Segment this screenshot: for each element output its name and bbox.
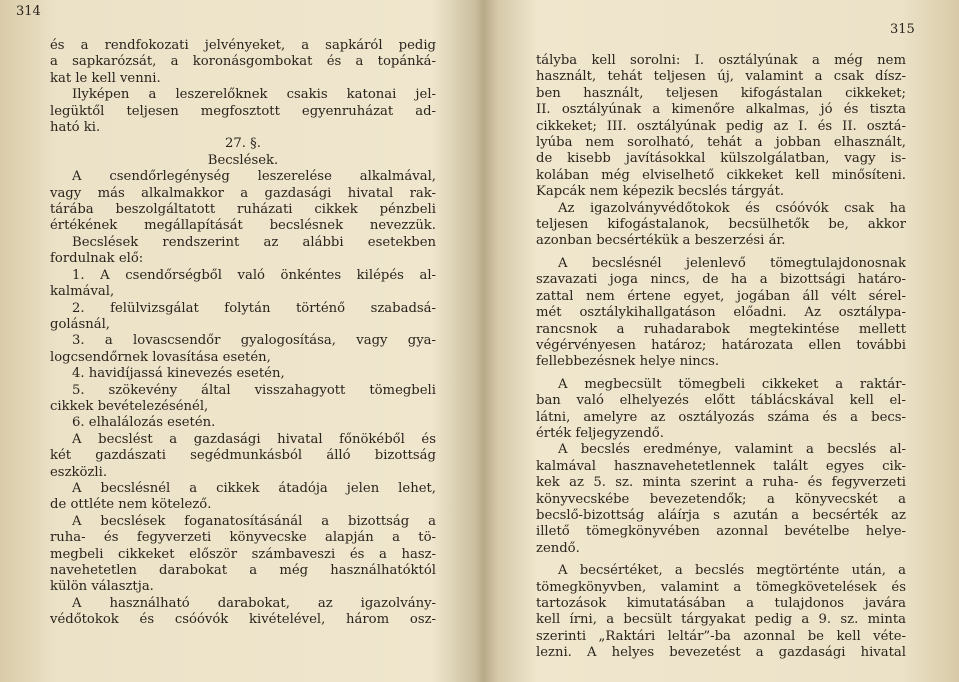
text-line: eszközli.	[50, 464, 108, 480]
text-line: zendő.	[536, 540, 580, 556]
text-line: tárába beszolgáltatott ruházati cikkek pénzbeli	[50, 202, 436, 218]
text-line: kat le kell venni.	[50, 70, 161, 86]
text-line: lyúba nem sorolható, tehát a jobban elhasznált,	[536, 135, 906, 151]
text-line: Becslések.	[207, 152, 279, 168]
text-line: 6. elhalálozás esetén.	[72, 415, 216, 431]
text-line: szerinti „Raktári leltár”-ba azonnal be kell véte-	[536, 628, 906, 644]
text-line: A becslést a gazdasági hivatal főnökéből és	[72, 431, 436, 447]
text-line: kalmával hasznavehetetlennek talált egyes cik-	[536, 458, 906, 474]
text-line: mét osztálykihallgatáson előadni. Az osztálypa-	[536, 305, 906, 321]
text-line: A becslésnél a cikkek átadója jelen lehet,	[72, 480, 436, 496]
text-line: Becslések rendszerint az alábbi esetekben	[72, 234, 436, 250]
text-line: látni, amelyre az osztályozás száma és a becs-	[536, 409, 906, 425]
text-line: de ottléte nem kötelező.	[50, 497, 212, 513]
text-line: A használható darabokat, az igazolvány-	[72, 595, 436, 611]
text-line: végérvényesen határoz; határozata ellen további	[536, 337, 906, 353]
text-line: 3. a lovascsendőr gyalogosítása, vagy gya-	[72, 333, 436, 349]
text-line: 4. havidíjassá kinevezés esetén,	[72, 366, 285, 382]
text-line: két gazdászati segédmunkásból álló bizottság	[50, 448, 436, 464]
text-line: ruha- és fegyverzeti könyvecske alapján a tö-	[50, 530, 436, 546]
text-line: de kisebb javításokkal külszolgálatban, vagy is-	[536, 151, 906, 167]
left-page-number: 314	[16, 4, 41, 19]
text-line: zattal nem értene egyet, jogában áll vélt sérel-	[536, 288, 906, 304]
text-line: védőtokok és csóóvók kivételével, három osz-	[50, 612, 436, 628]
text-line: kell írni, a becsült tárgyakat pedig a 9. sz. minta	[536, 612, 906, 628]
text-line: megbeli cikkeket először számbaveszi és a hasz-	[50, 546, 436, 562]
text-line: Ilyképen a leszerelőknek csakis katonai jel-	[72, 87, 436, 103]
text-line: golásnál,	[50, 316, 110, 332]
text-line: becslő-bizottság aláírja s azután a becsérték az	[536, 507, 906, 523]
text-line: fordulnak elő:	[50, 251, 144, 267]
text-line: könyvecskébe bevezetendők; a könyvecskét a	[536, 491, 906, 507]
text-line: kek az 5. sz. minta szerint a ruha- és fegyverzeti	[536, 475, 906, 491]
right-page-number: 315	[890, 22, 915, 37]
text-line: 2. felülvizsgálat folytán történő szabadsá-	[72, 300, 436, 316]
text-line: Az igazolványvédőtokok és csóóvók csak ha	[558, 200, 906, 216]
right-page	[486, 0, 959, 682]
text-line: vagy más alkalmakkor a gazdasági hivatal rak-	[50, 185, 436, 201]
text-line: rancsnok a ruhadarabok megtekintése mellett	[536, 321, 906, 337]
text-line: A megbecsült tömegbeli cikkeket a raktár-	[558, 376, 906, 392]
text-line: navehetetlen darabokat a még használhatóktól	[50, 563, 436, 578]
text-line: értékének megállapítását becslésnek nevezzük.	[50, 218, 436, 234]
text-line: tályba kell sorolni: I. osztályúnak a még nem	[536, 53, 906, 68]
text-line: logcsendőrnek lovasítása esetén,	[50, 349, 271, 365]
text-line: A becslések foganatosításánál a bizottság a	[72, 513, 436, 529]
text-line: lezni. A helyes bevezetést a gazdasági hivatal	[536, 645, 906, 661]
text-line: tömegkönyvben, valamint a tömegkövetelések és	[536, 579, 906, 595]
text-line: teljesen kifogástalanok, becsülhetők be, akkor	[536, 217, 906, 233]
text-line: cikkek bevételezésénél,	[50, 398, 209, 414]
text-line: Kapcák nem képezik becslés tárgyát.	[536, 184, 785, 200]
text-line: tartozások kimutatásában a tulajdonos javára	[536, 596, 906, 611]
text-line: külön választja.	[50, 579, 154, 595]
left-page-text	[50, 38, 436, 629]
text-line: azonban becsértékük a beszerzési ár.	[536, 233, 786, 249]
text-line: II. osztályúnak a kimenőre alkalmas, jó és tiszta	[536, 102, 906, 118]
text-line: A becslésnél jelenlevő tömegtulajdonosnak	[558, 255, 906, 271]
text-line: A becsértéket, a becslés megtörténte után, a	[558, 563, 906, 579]
text-line: cikkeket; III. osztályúnak pedig az I. és II. osztá-	[536, 118, 906, 134]
text-line: kalmával,	[50, 284, 115, 300]
text-line: illető tömegkönyvében azonnal bevételbe helye-	[536, 524, 906, 540]
text-line: érték feljegyzendő.	[536, 425, 664, 441]
text-line: fellebbezésnek helye nincs.	[536, 354, 720, 370]
text-line: A csendőrlegénység leszerelése alkalmával,	[72, 169, 436, 185]
text-line: legüktől teljesen megfosztott egyenruházat ad-	[50, 103, 436, 119]
text-line: ben használt, teljesen kifogástalan cikkeket;	[536, 85, 906, 101]
text-line: használt, tehát teljesen új, valamint a csak dísz-	[536, 69, 906, 85]
text-line: ban való elhelyezés előtt táblácskával kell el-	[536, 393, 906, 409]
text-line: a sapkarózsát, a koronásgombokat és a topánká-	[50, 54, 436, 70]
text-line: ható ki.	[50, 120, 101, 136]
text-line: A becslés eredménye, valamint a becslés al-	[558, 442, 906, 458]
text-line: 1. A csendőrségből való önkéntes kilépés al-	[72, 267, 436, 283]
text-line: szavazati joga nincs, de ha a bizottsági határo-	[536, 272, 906, 288]
text-line: és a rendfokozati jelvényeket, a sapkáról pedig	[50, 38, 436, 53]
text-line: 27. §.	[225, 136, 261, 152]
text-line: 5. szökevény által visszahagyott tömegbeli	[72, 382, 436, 398]
right-page-text	[536, 53, 906, 662]
text-line: kolában még elviselhető cikkeket kell minősíteni.	[536, 167, 906, 183]
